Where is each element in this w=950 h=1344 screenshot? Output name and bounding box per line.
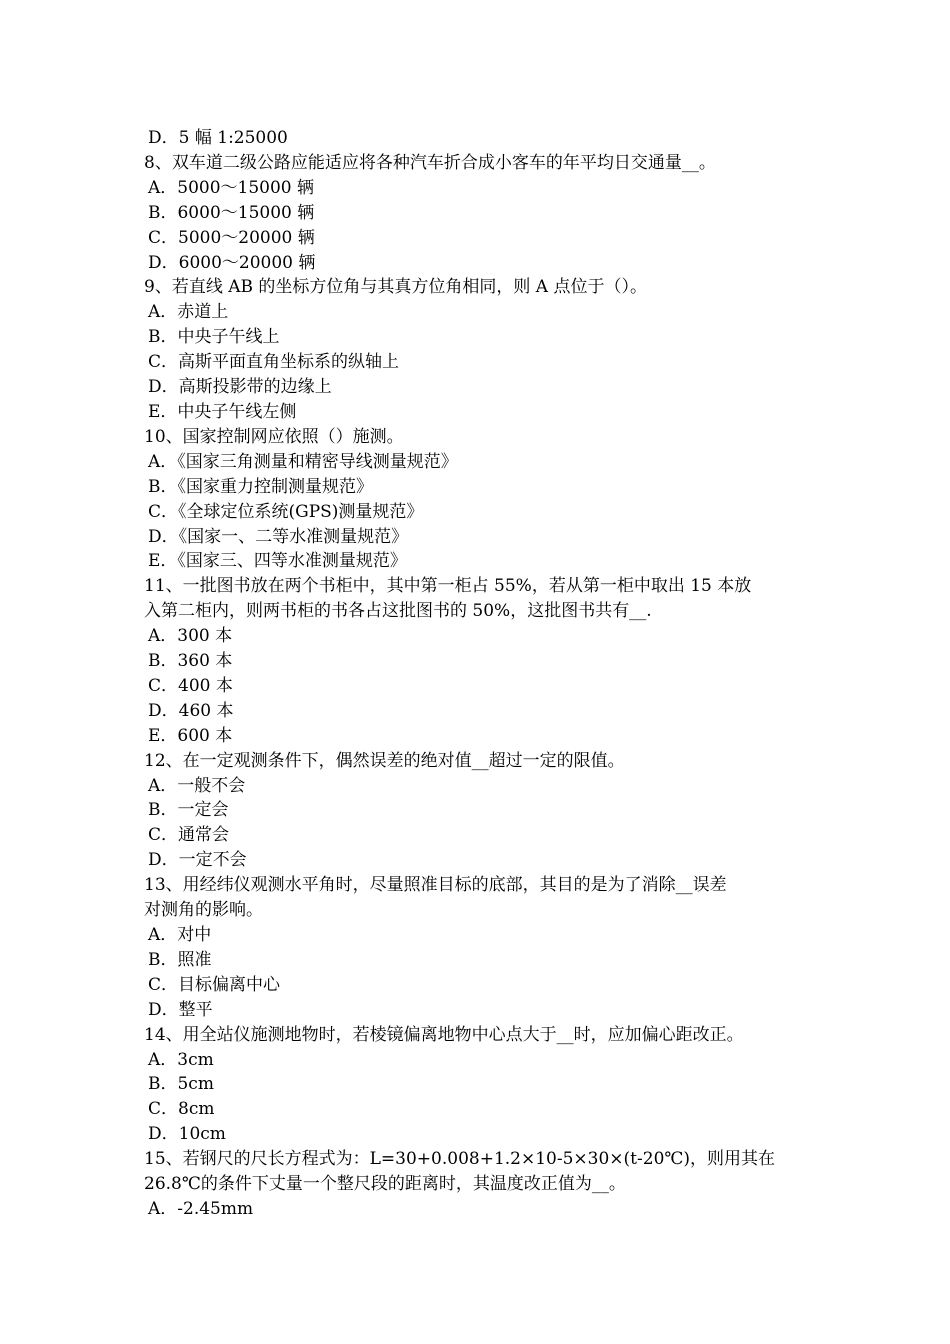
question-text: 8、双车道二级公路应能适应将各种汽车折合成小客车的年平均日交通量__。	[144, 152, 716, 173]
answer-option: B．一定会	[148, 800, 229, 821]
answer-option: C．5000～20000 辆	[148, 227, 315, 248]
answer-option: D．6000～20000 辆	[148, 252, 316, 273]
answer-option: E．600 本	[148, 725, 233, 746]
answer-option: A．300 本	[148, 626, 233, 647]
question-text: 26.8℃的条件下丈量一个整尺段的距离时，其温度改正值为__。	[144, 1174, 626, 1195]
answer-option: A．对中	[148, 925, 212, 945]
answer-option: A．赤道上	[148, 302, 229, 323]
answer-option: D．460 本	[148, 700, 234, 721]
question-text: 11、一批图书放在两个书柜中，其中第一柜占 55%，若从第一柜中取出 15 本放	[144, 576, 752, 597]
answer-option: A．-2.45mm	[148, 1198, 254, 1219]
answer-option: B．6000～15000 辆	[148, 202, 315, 223]
question-text: 10、国家控制网应依照（）施测。	[144, 426, 404, 447]
answer-option: C．目标偏离中心	[148, 974, 281, 995]
question-text: 15、若钢尺的尺长方程式为：L=30+0.008+1.2×10-5×30×(t-20℃)，则用其在	[144, 1149, 776, 1170]
question-list	[144, 126, 812, 1222]
answer-option: C．《全球定位系统(GPS)测量规范》	[148, 501, 424, 522]
question-text: 入第二柜内，则两书柜的书各占这批图书的 50%，这批图书共有__.	[144, 601, 652, 622]
answer-option: B．中央子午线上	[148, 327, 280, 348]
question-text: 12、在一定观测条件下，偶然误差的绝对值__超过一定的限值。	[144, 750, 625, 771]
answer-option: E．中央子午线左侧	[148, 401, 297, 422]
answer-option: D．整平	[148, 999, 213, 1020]
answer-option: B．《国家重力控制测量规范》	[148, 476, 373, 497]
answer-option: D．一定不会	[148, 850, 247, 871]
question-text: 14、用全站仪施测地物时，若棱镜偏离地物中心点大于__时，应加偏心距改正。	[144, 1024, 744, 1045]
answer-option: D．5 幅 1:25000	[148, 128, 288, 148]
answer-option: A．5000～15000 辆	[148, 177, 315, 198]
question-text: 对测角的影响。	[144, 900, 263, 921]
question-text: 13、用经纬仪观测水平角时，尽量照准目标的底部，其目的是为了消除__误差	[144, 875, 727, 896]
answer-option: E．《国家三、四等水准测量规范》	[148, 551, 407, 572]
answer-option: B．照准	[148, 949, 212, 970]
answer-option: D．《国家一、二等水准测量规范》	[148, 526, 409, 547]
answer-option: C．400 本	[148, 675, 233, 696]
answer-option: C．8cm	[148, 1099, 215, 1120]
answer-option: B．5cm	[148, 1074, 214, 1095]
answer-option: D．高斯投影带的边缘上	[148, 377, 332, 398]
answer-option: C．高斯平面直角坐标系的纵轴上	[148, 352, 400, 373]
answer-option: A．一般不会	[148, 775, 246, 796]
answer-option: A．3cm	[148, 1049, 214, 1070]
answer-option: C．通常会	[148, 825, 230, 846]
answer-option: B．360 本	[148, 651, 233, 672]
question-text: 9、若直线 AB 的坐标方位角与其真方位角相同，则 A 点位于（）。	[144, 277, 647, 298]
answer-option: D．10cm	[148, 1124, 226, 1145]
answer-option: A．《国家三角测量和精密导线测量规范》	[148, 451, 458, 472]
